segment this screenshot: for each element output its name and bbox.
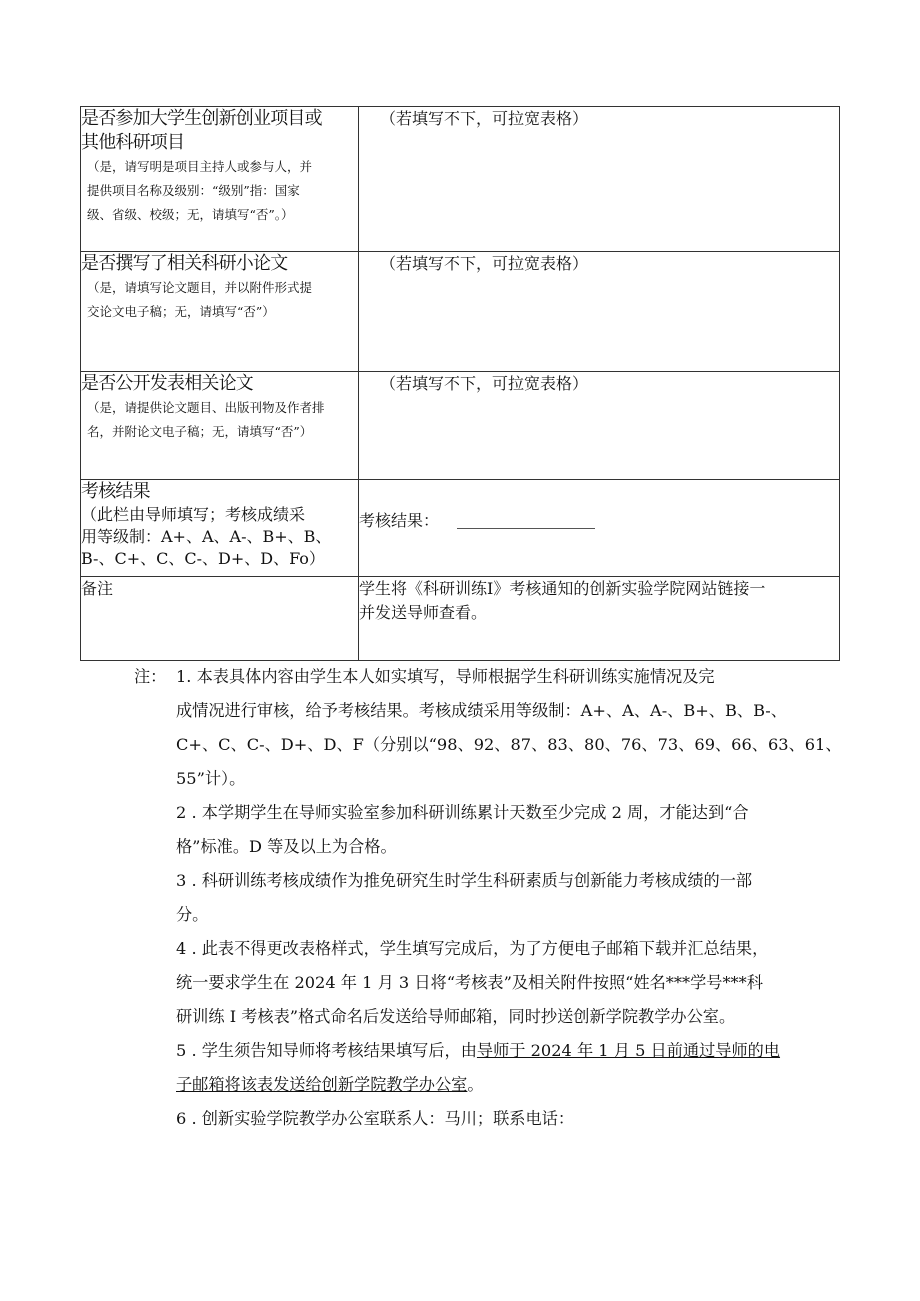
project-label-cell bbox=[81, 107, 359, 252]
note-3: 3 . 科研训练考核成绩作为推免研究生时学生科研素质与创新能力考核成绩的一部 分。 bbox=[176, 871, 753, 924]
assessment-result-cell bbox=[359, 480, 840, 577]
remarks-text: 学生将《科研训练I》考核通知的创新实验学院网站链接一 并发送导师查看。 bbox=[359, 579, 766, 622]
assessment-form-table bbox=[80, 106, 840, 661]
notes-label: 注： bbox=[134, 667, 167, 686]
notes-section bbox=[100, 660, 860, 1136]
paper-question: 是否撰写了相关科研小论文 bbox=[81, 253, 288, 274]
remarks-label-cell bbox=[81, 577, 359, 661]
remarks-cell bbox=[359, 577, 840, 661]
publication-answer-field[interactable]: （若填写不下，可拉宽表格） bbox=[359, 372, 840, 480]
note-1: 1. 本表具体内容由学生本人如实填写，导师根据学生科研训练实施情况及完 成情况进行审核，给予考核结果。考核成绩采用等级制：A+、A、A-、B+、B、B-、 C+、C、C-、D+、D、F（分别以“98、92、87、83、80、76、73、69、66、63、61、 55”计）。 bbox=[176, 667, 842, 788]
table-row bbox=[81, 107, 840, 252]
assessment-title: 考核结果 bbox=[81, 481, 150, 502]
assessment-label-cell bbox=[81, 480, 359, 577]
note-4: 4 . 此表不得更改表格样式，学生填写完成后，为了方便电子邮箱下载并汇总结果， 统一要求学生在 2024 年 1 月 3 日将“考核表”及相关附件按照“姓名***学号***科 研训练 I 考核表”格式命名后发送给导师邮箱，同时抄送创新学院教学办公室。 bbox=[176, 939, 769, 1026]
project-question: 是否参加大学生创新创业项目或 其他科研项目 bbox=[81, 108, 322, 153]
paper-hint: （是，请填写论文题目，并以附件形式提 交论文电子稿；无，请填写“否”） bbox=[87, 280, 313, 319]
assessment-hint: （此栏由导师填写；考核成绩采 用等级制：A+、A、A-、B+、B、 B-、C+、C、C-、D+、D、Fo） bbox=[81, 505, 332, 568]
table-row bbox=[81, 252, 840, 372]
table-row bbox=[81, 372, 840, 480]
paper-label-cell bbox=[81, 252, 359, 372]
assessment-result-label: 考核结果： bbox=[359, 511, 440, 530]
note-6: 6 . 创新实验学院教学办公室联系人：马川；联系电话： bbox=[176, 1109, 575, 1128]
publication-hint: （是，请提供论文题目、出版刊物及作者排 名，并附论文电子稿；无，请填写“否”） bbox=[87, 400, 325, 439]
project-answer-field[interactable]: （若填写不下，可拉宽表格） bbox=[359, 107, 840, 252]
remarks-title: 备注 bbox=[81, 579, 114, 598]
publication-label-cell bbox=[81, 372, 359, 480]
table-row bbox=[81, 577, 840, 661]
table-row bbox=[81, 480, 840, 577]
project-hint: （是，请写明是项目主持人或参与人，并 提供项目名称及级别：“级别”指：国家 级、省级、校级；无，请填写“否”。） bbox=[87, 159, 313, 222]
note-2: 2 . 本学期学生在导师实验室参加科研训练累计天数至少完成 2 周，才能达到“合 格”标准。D 等及以上为合格。 bbox=[176, 803, 749, 856]
publication-question: 是否公开发表相关论文 bbox=[81, 373, 253, 394]
note-5: 5 . 学生须告知导师将考核结果填写后，由导师于 2024 年 1 月 5 日前通过导师的电 子邮箱将该表发送给创新学院教学办公室。 bbox=[176, 1041, 781, 1094]
assessment-result-input[interactable] bbox=[457, 514, 595, 529]
paper-answer-field[interactable]: （若填写不下，可拉宽表格） bbox=[359, 252, 840, 372]
